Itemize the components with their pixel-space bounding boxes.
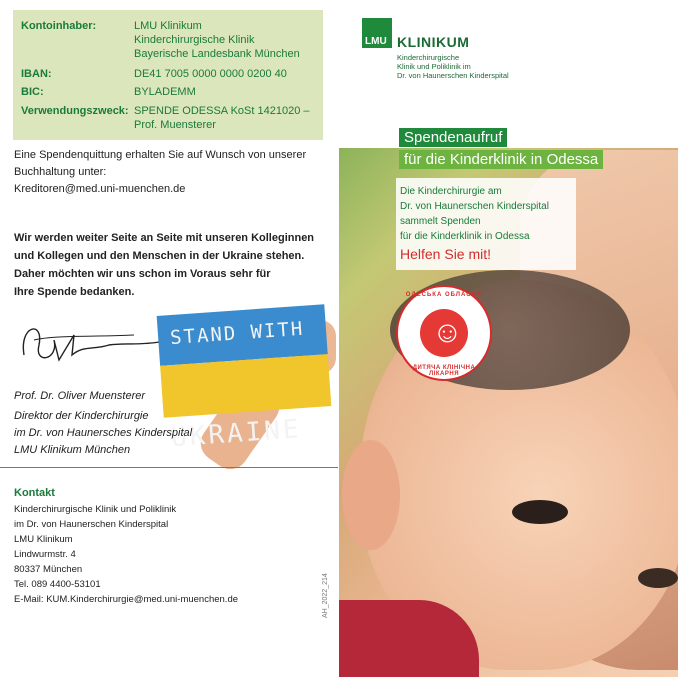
child-figure-icon: ☺ (432, 316, 463, 349)
bank-value: SPENDE ODESSA KoSt 1421020 – Prof. Muensterer (134, 105, 310, 131)
info-box (396, 178, 576, 270)
odessa-hospital-badge (396, 285, 492, 381)
receipt-line: Eine Spendenquittung erhalten Sie auf Wunsch von unserer (14, 149, 307, 161)
call-to-action: Helfen Sie mit! (400, 246, 492, 262)
headline-line1: Spendenaufruf (399, 128, 507, 147)
solidarity-line: Ihre Spende bedanken. (14, 286, 135, 298)
bank-label: IBAN: (21, 68, 52, 80)
solidarity-line: und Kollegen und den Menschen in der Ukraine stehen. (14, 250, 305, 262)
badge-text-bottom: ДИТЯЧА КЛІНІЧНА ЛІКАРНЯ (412, 365, 476, 377)
solidarity-line: Wir werden weiter Seite an Seite mit unseren Kolleginnen (14, 232, 315, 244)
author-name: Prof. Dr. Oliver Muensterer (14, 390, 146, 402)
logo-subtitle: Kinderchirurgische Klinik und Poliklinik im Dr. von Haunerschen Kinderspital (397, 53, 509, 80)
adult-eye-image (638, 568, 678, 588)
contact-body: Kinderchirurgische Klinik und Poliklinik im Dr. von Haunerschen Kinderspital LMU Klinikum Lindwurmstr. 4 80337 München Tel. 089 4400-53101 E-Mail: KUM.Kinderchirurgie@med.uni-muenchen.de (14, 504, 239, 605)
logo-klinikum-text: KLINIKUM (397, 34, 470, 50)
sign-text-bottom: UKRAINE (170, 414, 303, 454)
author-role-line: Direktor der Kinderchirurgie (14, 410, 149, 422)
receipt-text (14, 147, 306, 198)
contact-heading: Kontakt (14, 487, 55, 499)
bank-label: BIC: (21, 86, 44, 98)
badge-text-top: ОДЕСЬКА ОБЛАСНА (405, 292, 483, 298)
document-code: AH_2022_214 (322, 573, 329, 618)
headline-line2: für die Kinderklinik in Odessa (399, 150, 603, 169)
author-role (14, 408, 192, 459)
baby-eye-image (512, 500, 568, 524)
baby-ear-image (342, 440, 400, 550)
ukraine-sign-image (157, 304, 332, 454)
divider (0, 467, 338, 468)
bank-value: LMU Klinikum Kinderchirurgische Klinik Bayerische Landesbank München (134, 20, 300, 60)
solidarity-text (14, 229, 314, 301)
bank-label: Kontoinhaber: (21, 20, 97, 32)
solidarity-line: Daher möchten wir uns schon im Voraus sehr für (14, 268, 271, 280)
author-role-line: im Dr. von Haunersches Kinderspital (14, 427, 193, 439)
bank-details-panel (13, 10, 323, 140)
logo-lmu-text: LMU (365, 36, 387, 47)
info-text: Die Kinderchirurgie am Dr. von Haunerschen Kinderspital sammelt Spenden für die Kinderklinik in Odessa (400, 186, 549, 242)
bank-value: BYLADEMM (134, 86, 196, 98)
receipt-email-link[interactable]: Kreditoren@med.uni-muenchen.de (14, 183, 186, 195)
signature-image (14, 315, 164, 375)
receipt-line: Buchhaltung unter: (14, 166, 107, 178)
bank-label: Verwendungszweck: (21, 105, 129, 117)
author-role-line: LMU Klinikum München (14, 444, 131, 456)
sign-text-top: STAND WITH (169, 317, 306, 350)
bank-value: DE41 7005 0000 0000 0200 40 (134, 68, 287, 80)
